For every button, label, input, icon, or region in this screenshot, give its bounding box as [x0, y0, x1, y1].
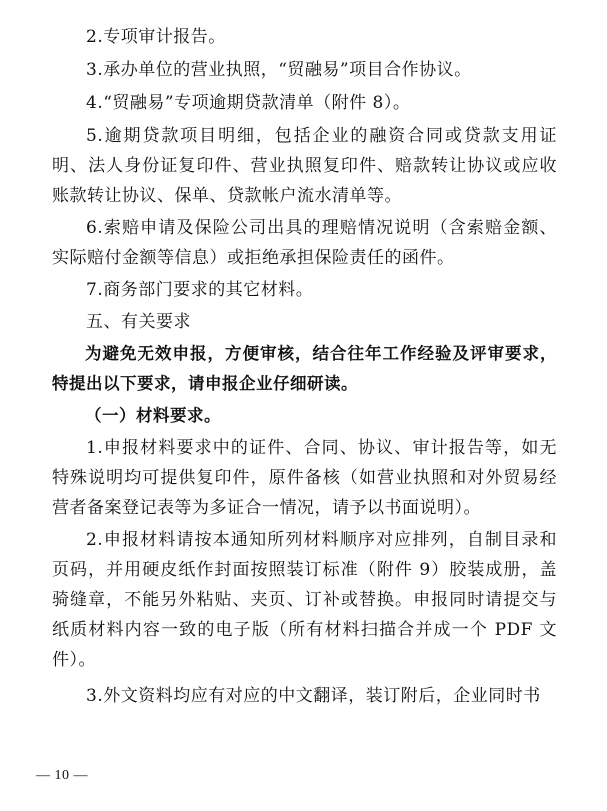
- requirement-1: 1.申报材料要求中的证件、合同、协议、审计报告等，如无特殊说明均可提供复印件，原件备核（如营业执照和对外贸易经营者备案登记表等为多证合一情况，请予以书面说明）。: [52, 438, 557, 518]
- subsection-heading: （一）材料要求。: [85, 406, 221, 425]
- item-overdue-loan-details: 5.逾期贷款项目明细，包括企业的融资合同或贷款支用证明、法人身份证复印件、营业执照复印件、赔款转让协议或应收账款转让协议、保单、贷款帐户流水清单等。: [52, 126, 557, 206]
- item-audit-report: 2.专项审计报告。: [86, 27, 226, 47]
- item-business-license: 3.承办单位的营业执照，“贸融易”项目合作协议。: [86, 60, 472, 80]
- bold-intro-paragraph: 为避免无效申报，方便审核，结合往年工作经验及评审要求，特提出以下要求，请申报企业仔细研读。: [52, 344, 557, 393]
- item-claim-application: 6.索赔申请及保险公司出具的理赔情况说明（含索赔金额、实际赔付金额等信息）或拒绝承担保险责任的函件。: [52, 218, 557, 268]
- section-heading: 五、有关要求: [86, 312, 191, 332]
- item-overdue-loan-list: 4.“贸融易”专项逾期贷款清单（附件 8）。: [86, 93, 411, 113]
- page-number: — 10 —: [36, 768, 88, 783]
- item-other-materials: 7.商务部门要求的其它材料。: [86, 280, 314, 300]
- requirement-3: 3.外文资料均应有对应的中文翻译，装订附后，企业同时书: [86, 686, 541, 706]
- requirement-2: 2.申报材料请按本通知所列材料顺序对应排列，自制目录和页码，并用硬皮纸作封面按照装订标准（附件 9）胶装成册，盖骑缝章，不能另外粘贴、夹页、订补或替换。申报同时请提交与纸质材料内容一致的电子版（所有材料扫描合并成一个 PDF 文件）。: [52, 530, 557, 670]
